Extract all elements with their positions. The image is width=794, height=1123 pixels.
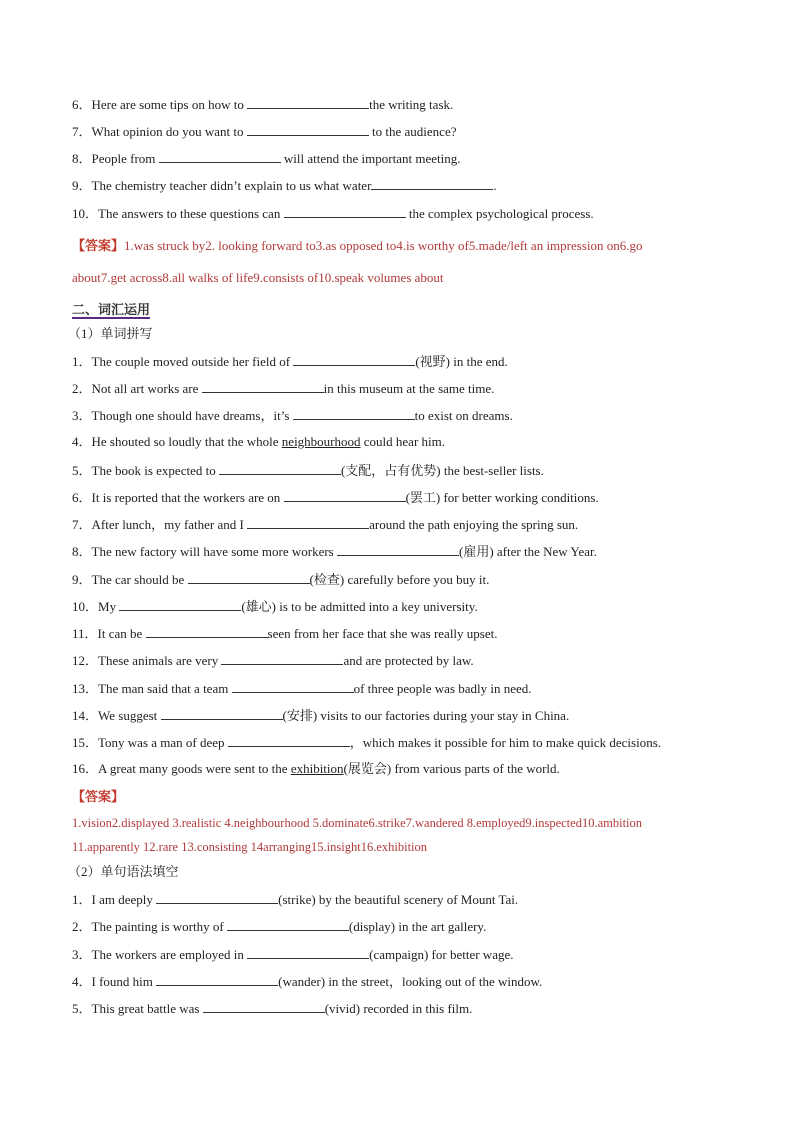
item-number: 15． (72, 735, 99, 750)
answer-blank[interactable] (156, 891, 278, 904)
item-text-after: to exist on dreams. (414, 408, 513, 423)
answer-blank[interactable] (247, 516, 369, 529)
answer-label: 【答案】 (72, 238, 125, 253)
exercise-item (72, 380, 494, 397)
answer-blank[interactable] (284, 205, 406, 218)
exercise-item (72, 625, 497, 642)
exercise-item (72, 707, 569, 724)
answer-blank[interactable] (203, 1000, 325, 1013)
item-number: 9． (72, 572, 92, 587)
answer-text: 1.was struck by2. looking forward to3.as opposed to4.is worthy of5.made/left an impression on6.go (124, 238, 643, 253)
item-number: 7． (72, 124, 92, 139)
item-text-after: ，which makes it possible for him to make quick decisions. (349, 735, 662, 750)
item-text-after: (雇用) after the New Year. (459, 544, 597, 559)
item-text-before: The painting is worthy of (91, 919, 227, 934)
answer-blank[interactable] (161, 707, 283, 720)
exercise-item (72, 462, 544, 479)
answer-blank[interactable] (188, 571, 310, 584)
item-text-before: The workers are employed in (91, 947, 248, 962)
exercise-item (72, 150, 460, 167)
item-text-before: People from (91, 151, 159, 166)
item-text-after: (strike) by the beautiful scenery of Mount Tai. (278, 892, 519, 907)
item-text-after: of three people was badly in need. (353, 681, 532, 696)
item-number: 13． (72, 681, 99, 696)
exercise-item (72, 891, 518, 908)
answer-blank[interactable] (221, 652, 343, 665)
item-text-before: What opinion do you want to (91, 124, 247, 139)
exercise-item (72, 434, 445, 450)
item-number: 3． (72, 408, 92, 423)
subsection-title: （2）单句语法填空 (68, 864, 179, 879)
item-number: 4． (72, 974, 92, 989)
item-number: 10． (72, 599, 99, 614)
item-text-after: the complex psychological process. (405, 206, 594, 221)
answer-blank[interactable] (247, 96, 369, 109)
exercise-item (72, 734, 661, 751)
answer-blank[interactable] (337, 543, 459, 556)
item-text-after: around the path enjoying the spring sun. (369, 517, 579, 532)
item-text-before: The car should be (91, 572, 188, 587)
item-number: 14． (72, 708, 99, 723)
exercise-item (72, 205, 594, 222)
item-text-after: (campaign) for better wage. (369, 947, 514, 962)
item-text-after: (vivid) recorded in this film. (324, 1001, 473, 1016)
answer-blank[interactable] (146, 625, 268, 638)
item-text-after: (视野) in the end. (415, 354, 508, 369)
exercise-item (72, 598, 478, 615)
item-number: 5． (72, 1001, 92, 1016)
item-text-before: We suggest (98, 708, 161, 723)
exercise-item (72, 353, 508, 370)
answer-blank[interactable] (202, 380, 324, 393)
item-number: 11． (72, 626, 98, 641)
item-number: 8． (72, 151, 92, 166)
item-text-after: (安排) visits to our factories during your stay in China. (282, 708, 570, 723)
item-text-before: The man said that a team (98, 681, 232, 696)
item-text-after: (wander) in the street，looking out of the window. (278, 974, 543, 989)
exercise-item (72, 96, 453, 113)
answer-text: 1.vision2.displayed 3.realistic 4.neighbourhood 5.dominate6.strike7.wandered 8.employed9.inspected10.ambition (72, 816, 643, 830)
exercise-item (72, 123, 457, 140)
item-text-before: Tony was a man of deep (98, 735, 228, 750)
answer-blank[interactable] (232, 680, 354, 693)
item-number: 9． (72, 178, 92, 193)
exercise-item (72, 652, 474, 669)
item-text-before: A great many goods were sent to the (98, 761, 291, 776)
exercise-item (72, 516, 578, 533)
item-number: 2． (72, 381, 92, 396)
answer-text-continued: about7.get across8.all walks of life9.consists of10.speak volumes about (72, 270, 444, 285)
answer-blank[interactable] (293, 407, 415, 420)
item-text-after: (支配，占有优势) the best-seller lists. (340, 463, 544, 478)
item-text-before: It can be (97, 626, 146, 641)
item-number: 6． (72, 490, 92, 505)
item-text-after: the writing task. (369, 97, 454, 112)
item-text-after: will attend the important meeting. (280, 151, 461, 166)
item-number: 3． (72, 947, 92, 962)
item-number: 2． (72, 919, 92, 934)
item-text-before: Here are some tips on how to (91, 97, 248, 112)
exercise-item (72, 973, 542, 990)
exercise-item (72, 571, 489, 588)
section-title: 二、词汇运用 (72, 302, 151, 317)
item-text-before: The couple moved outside her field of (91, 354, 294, 369)
answer-blank[interactable] (293, 353, 415, 366)
item-text-before: The book is expected to (91, 463, 219, 478)
answer-blank[interactable] (247, 123, 369, 136)
item-text-after: could hear him. (360, 434, 445, 449)
item-number: 8． (72, 544, 92, 559)
subsection-title: （1）单词拼写 (68, 326, 153, 341)
item-number: 7． (72, 517, 92, 532)
item-number: 5． (72, 463, 92, 478)
item-text-before: He shouted so loudly that the whole (91, 434, 282, 449)
item-text-after: (展览会) from various parts of the world. (343, 761, 560, 776)
item-text-before: After lunch，my father and I (91, 517, 248, 532)
underlined-word: exhibition (290, 761, 344, 776)
item-number: 4． (72, 434, 92, 449)
exercise-item (72, 680, 532, 697)
answer-blank[interactable] (284, 489, 406, 502)
exercise-item (72, 761, 560, 777)
item-text-after: (罢工) for better working conditions. (405, 490, 599, 505)
answer-blank[interactable] (119, 598, 241, 611)
answer-label: 【答案】 (72, 789, 125, 804)
item-text-after: in this museum at the same time. (323, 381, 495, 396)
answer-text-continued: 11.apparently 12.rare 13.consisting 14arranging15.insight16.exhibition (72, 840, 428, 854)
item-number: 1． (72, 354, 92, 369)
item-text-after: (雄心) is to be admitted into a key university. (241, 599, 478, 614)
item-text-before: These animals are very (98, 653, 222, 668)
item-text-after: . (493, 178, 497, 193)
exercise-item (72, 177, 497, 194)
item-number: 12． (72, 653, 99, 668)
answer-blank[interactable] (247, 946, 369, 959)
item-text-after: to the audience? (368, 124, 457, 139)
exercise-item (72, 1000, 472, 1017)
answer-blank[interactable] (371, 177, 493, 190)
underlined-word: neighbourhood (281, 434, 361, 449)
exercise-item (72, 543, 597, 560)
item-text-before: The answers to these questions can (98, 206, 284, 221)
item-text-before: My (98, 599, 120, 614)
item-text-after: (display) in the art gallery. (348, 919, 487, 934)
answer-blank[interactable] (227, 918, 349, 931)
item-text-before: I found him (91, 974, 157, 989)
exercise-item (72, 918, 486, 935)
item-number: 10． (72, 206, 99, 221)
item-number: 6． (72, 97, 92, 112)
answer-blank[interactable] (156, 973, 278, 986)
item-text-after: seen from her face that she was really upset. (267, 626, 498, 641)
exercise-item (72, 407, 513, 424)
item-text-before: The new factory will have some more workers (91, 544, 337, 559)
item-text-after: (检查) carefully before you buy it. (309, 572, 490, 587)
item-number: 16． (72, 761, 99, 776)
item-text-before: I am deeply (91, 892, 157, 907)
item-text-before: Not all art works are (91, 381, 202, 396)
item-number: 1． (72, 892, 92, 907)
item-text-before: Though one should have dreams，it’s (91, 408, 293, 423)
item-text-after: and are protected by law. (343, 653, 474, 668)
answer-blank[interactable] (219, 462, 341, 475)
item-text-before: It is reported that the workers are on (91, 490, 284, 505)
exercise-item (72, 489, 599, 506)
item-text-before: The chemistry teacher didn’t explain to us what water (91, 178, 372, 193)
item-text-before: This great battle was (91, 1001, 203, 1016)
answer-blank[interactable] (159, 150, 281, 163)
answer-blank[interactable] (228, 734, 350, 747)
answer-block (72, 238, 722, 254)
exercise-item (72, 946, 513, 963)
